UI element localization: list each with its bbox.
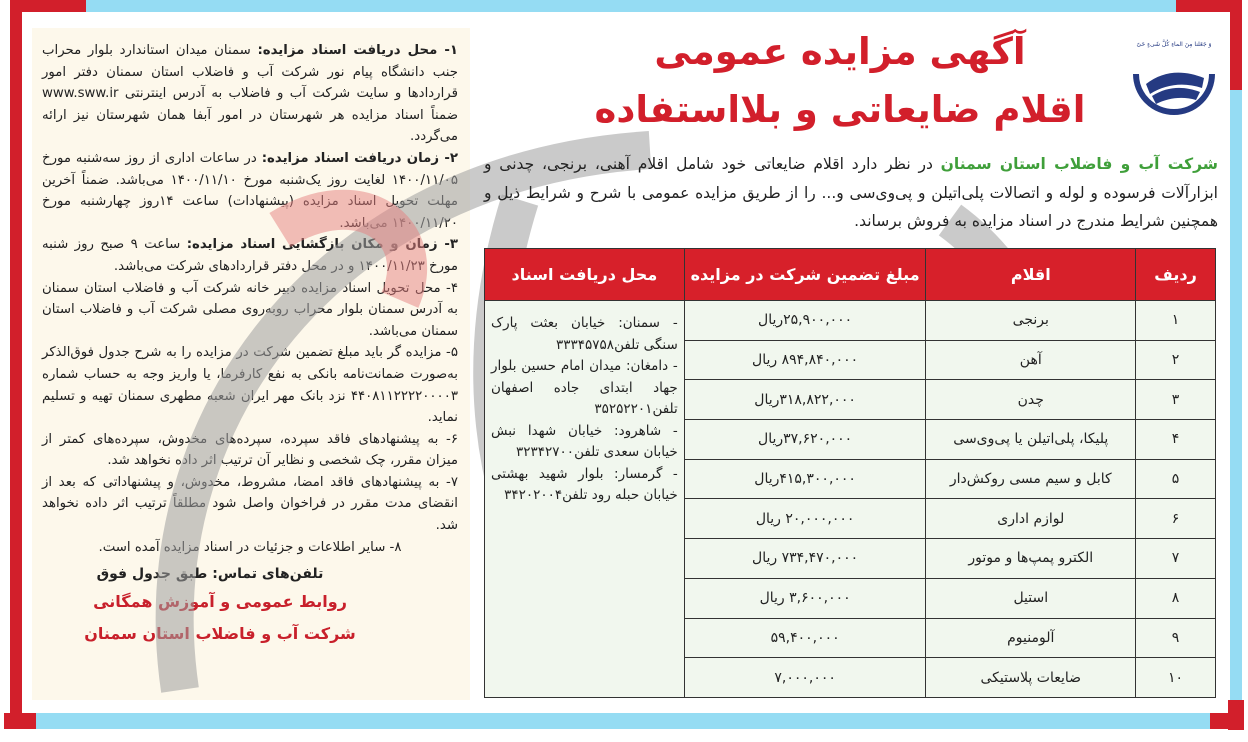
cell-deposit: ۲۰,۰۰۰,۰۰۰ ریال: [684, 499, 926, 539]
cell-n: ۸: [1136, 578, 1216, 618]
condition-8: ۸- سایر اطلاعات و جزئیات در اسناد مزایده آمده است.: [98, 539, 402, 555]
cell-n: ۷: [1136, 539, 1216, 579]
cell-item: ضایعات پلاستیکی: [926, 658, 1136, 698]
cell-item: کابل و سیم مسی روکش‌دار: [926, 459, 1136, 499]
docs-location-item: - دامغان: میدان امام حسین بلوار جهاد ابتدای جاده اصفهان تلفن۳۵۲۵۲۲۰۱: [491, 358, 678, 417]
cell-item: پلیکا، پلی‌اتیلن یا پی‌وی‌سی: [926, 420, 1136, 460]
ad-title-line1: آگهی مزایده عمومی: [654, 30, 1026, 73]
cell-deposit: ۷,۰۰۰,۰۰۰: [684, 658, 926, 698]
cell-deposit: ۵۹,۴۰۰,۰۰۰: [684, 618, 926, 658]
frame-top-right: [1176, 0, 1236, 12]
cell-item: استیل: [926, 578, 1136, 618]
cell-deposit: ۴۱۵,۳۰۰,۰۰۰ریال: [684, 459, 926, 499]
cell-deposit: ۸۹۴,۸۴۰,۰۰۰ ریال: [684, 340, 926, 380]
condition-7: ۷- به پیشنهادهای فاقد امضا، مشروط، مخدوش، و پیشنهاداتی که بعد از انقضای مدت مقرر در فراخوان واصل شود مطلقاً ترتیب اثر داده نخواهد شد.: [42, 474, 458, 534]
signature-department: روابط عمومی و آموزش همگانی: [93, 591, 347, 611]
cell-deposit: ۳۷,۶۲۰,۰۰۰ریال: [684, 420, 926, 460]
header-docs-location: محل دریافت اسناد: [485, 249, 685, 301]
condition-6: ۶- به پیشنهادهای فاقد سپرده، سپرده‌های مخدوش، سپرده‌های کمتر از میزان مقرر، چک شخصی و نظایر آن ترتیب اثر داده نخواهد شد.: [42, 431, 458, 469]
cell-n: ۵: [1136, 459, 1216, 499]
cell-item: چدن: [926, 380, 1136, 420]
svg-text:وَ جَعَلنا مِنَ الماءِ کُلَّ ش: وَ جَعَلنا مِنَ الماءِ کُلَّ شَیءٍ حَیّ: [1136, 41, 1212, 48]
conditions-panel: [32, 28, 470, 700]
cell-item: آلومنیوم: [926, 618, 1136, 658]
table-header: [485, 249, 1216, 301]
condition-4: ۴- محل تحویل اسناد مزایده دبیر خانه شرکت آب و فاضلاب استان سمنان به آدرس سمنان بلوار محراب روبه‌روی مصلی شرکت آب و فاضلاب استان سمنان می‌باشد.: [42, 280, 458, 339]
cell-n: ۳: [1136, 380, 1216, 420]
ad-title-line2: اقلام ضایعاتی و بلااستفاده: [594, 88, 1086, 131]
cell-deposit: ۳۱۸,۸۲۲,۰۰۰ریال: [684, 380, 926, 420]
cell-n: ۱۰: [1136, 658, 1216, 698]
contact-phones: تلفن‌های تماس: طبق جدول فوق: [96, 566, 324, 583]
cell-item: الکترو پمپ‌ها و موتور: [926, 539, 1136, 579]
table-row: [485, 301, 1216, 341]
header-deposit: مبلغ تضمین شرکت در مزایده: [684, 249, 926, 301]
cell-n: ۲: [1136, 340, 1216, 380]
frame-top: [86, 0, 1176, 12]
frame-right: [1230, 90, 1242, 730]
header-row-number: ردیف: [1136, 249, 1216, 301]
frame-bottom-left: [4, 713, 36, 729]
cell-item: آهن: [926, 340, 1136, 380]
intro-paragraph: شرکت آب و فاضلاب استان سمنان در نظر دارد اقلام ضایعاتی خود شامل اقلام آهنی، برنجی، چدنی و ابزارآلات فرسوده و لوله و اتصالات پلی‌اتیلن و پی‌وی‌سی و... را از طریق مزایده عمومی با شرح و شرایط ذیل و همچنین شرایط مندرج در اسناد مزایده به فروش برساند.: [484, 155, 1219, 230]
company-name: شرکت آب و فاضلاب استان سمنان: [940, 155, 1219, 173]
condition-1: ۱- محل دریافت اسناد مزایده: سمنان میدان استاندارد بلوار محراب جنب دانشگاه پیام نور شرکت آب و فاضلاب استان سمنان دفتر امور قراردادها و سایت شرکت آب و فاضلاب به آدرس اینترنتی www.sww.ir ضمناً اسناد مزایده هر شهرستان در امور آبفا همان شهرستان نیز ارائه می‌گردد.: [42, 43, 458, 145]
condition-3: ۳- زمان و مکان بازگشایی اسناد مزایده: ساعت ۹ صبح روز شنبه مورخ ۱۴۰۰/۱۱/۲۳ و در محل دفتر قراردادهای شرکت می‌باشد.: [42, 237, 458, 274]
frame-top-left: [10, 0, 86, 12]
cell-deposit: ۲۵,۹۰۰,۰۰۰ریال: [684, 301, 926, 341]
header-item: اقلام: [926, 249, 1136, 301]
company-logo: [1124, 22, 1224, 122]
docs-location-item: - گرمسار: بلوار شهید بهشتی خیابان حبله رود تلفن۳۴۲۰۲۰۰۴: [491, 465, 678, 503]
cell-n: ۴: [1136, 420, 1216, 460]
frame-left: [10, 10, 22, 728]
cell-item: برنجی: [926, 301, 1136, 341]
cell-n: ۶: [1136, 499, 1216, 539]
docs-location-item: - شاهرود: خیابان شهدا نبش خیابان سعدی تلفن۳۲۳۴۲۷۰۰: [491, 422, 678, 460]
cell-n: ۹: [1136, 618, 1216, 658]
frame-bottom-right: [1210, 713, 1244, 729]
condition-2: ۲- زمان دریافت اسناد مزایده: در ساعات اداری از روز سه‌شنبه مورخ ۱۴۰۰/۱۱/۰۵ لغایت روز یک‌شنبه مورخ ۱۴۰۰/۱۱/۱۰ می‌باشد. ضمناً آخرین مهلت تحویل اسناد مزایده (پیشنهادات) ساعت ۱۴روز چهارشنبه مورخ ۱۴۰۰/۱۱/۲۰ می‌باشد.: [42, 150, 458, 231]
docs-location-item: - سمنان: خیابان بعثت پارک سنگی تلفن۳۳۳۴۵۷۵۸: [491, 315, 678, 353]
frame-bottom: [36, 713, 1210, 729]
cell-deposit: ۷۳۴,۴۷۰,۰۰۰ ریال: [684, 539, 926, 579]
docs-locations: [485, 301, 685, 698]
frame-right-top: [1230, 0, 1242, 90]
cell-n: ۱: [1136, 301, 1216, 341]
cell-deposit: ۳,۶۰۰,۰۰۰ ریال: [684, 578, 926, 618]
items-table: [484, 248, 1216, 698]
condition-5: ۵- مزایده گر باید مبلغ تضمین شرکت در مزایده را به شرح جدول فوق‌الذکر به‌صورت ضمانت‌نامه بانکی به نفع کارفرما، یا واریز وجه به حساب شماره ۴۴۰۸۱۱۲۲۲۲۰۰۰۰۳ نزد بانک مهر ایران شعبه مطهری سمنان تهیه و تسلیم نماید.: [42, 345, 458, 426]
signature-company: شرکت آب و فاضلاب استان سمنان: [84, 623, 356, 643]
cell-item: لوازم اداری: [926, 499, 1136, 539]
